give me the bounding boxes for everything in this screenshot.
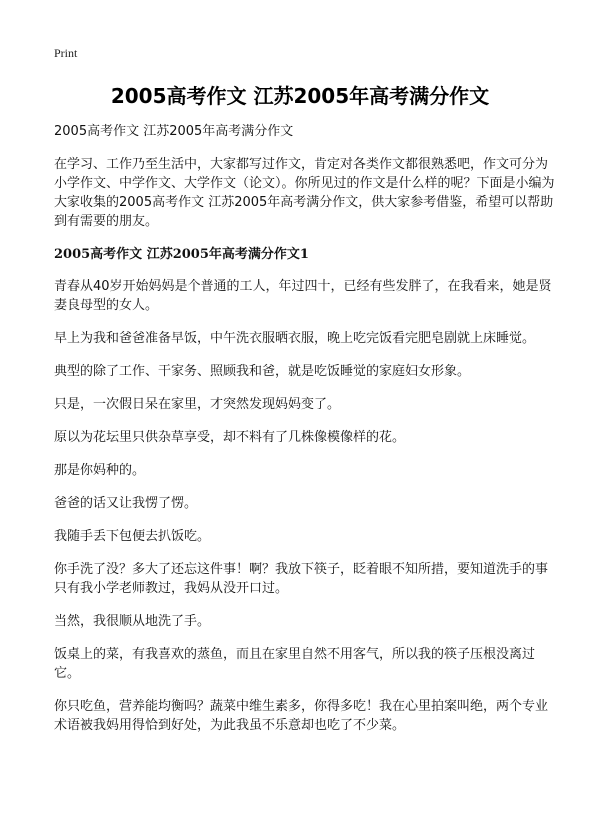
paragraph-10: 当然，我很顺从地洗了手。 xyxy=(54,614,211,629)
paragraph-7: 爸爸的话又让我愣了愣。 xyxy=(54,496,198,511)
article-subtitle: 2005高考作文 江苏2005年高考满分作文 xyxy=(54,124,294,139)
page-title: 2005高考作文 江苏2005年高考满分作文 xyxy=(110,84,490,108)
section-heading: 2005高考作文 江苏2005年高考满分作文1 xyxy=(54,247,309,262)
paragraph-6: 那是你妈种的。 xyxy=(54,463,146,478)
print-link[interactable]: Print xyxy=(54,46,78,60)
paragraph-3: 典型的除了工作、干家务、照顾我和爸，就是吃饭睡觉的家庭妇女形象。 xyxy=(54,364,471,379)
paragraph-11: 饭桌上的菜，有我喜欢的蒸鱼，而且在家里自然不用客气，所以我的筷子压根没离过它。 xyxy=(54,647,536,681)
paragraph-8: 我随手丢下包便去扒饭吃。 xyxy=(54,529,211,544)
paragraph-1: 青春从40岁开始妈妈是个普通的工人，年过四十，已经有些发胖了，在我看来，她是贤妻良母型的女人。 xyxy=(54,279,552,313)
paragraph-2: 早上为我和爸爸准备早饭，中午洗衣服晒衣服，晚上吃完饭看完肥皂剧就上床睡觉。 xyxy=(54,331,536,346)
intro-paragraph: 在学习、工作乃至生活中，大家都写过作文，肯定对各类作文都很熟悉吧，作文可分为小学作文、中学作文、大学作文（论文）。你所见过的作文是什么样的呢？下面是小编为大家收集的2005高考作文 江苏2005年高考满分作文，供大家参考借鉴，希望可以帮助到有需要的朋友。 xyxy=(54,157,555,229)
paragraph-5: 原以为花坛里只供杂草享受，却不料有了几株像模像样的花。 xyxy=(54,430,406,445)
article-body xyxy=(54,122,556,749)
paragraph-4: 只是，一次假日呆在家里，才突然发现妈妈变了。 xyxy=(54,397,341,412)
paragraph-12: 你只吃鱼，营养能均衡吗？蔬菜中维生素多，你得多吃！我在心里拍案叫绝，两个专业术语被我妈用得恰到好处，为此我虽不乐意却也吃了不少菜。 xyxy=(54,699,549,733)
paragraph-9: 你手洗了没？多大了还忘这件事！啊？我放下筷子，眨着眼不知所措，要知道洗手的事只有我小学老师教过，我妈从没开口过。 xyxy=(54,562,549,596)
